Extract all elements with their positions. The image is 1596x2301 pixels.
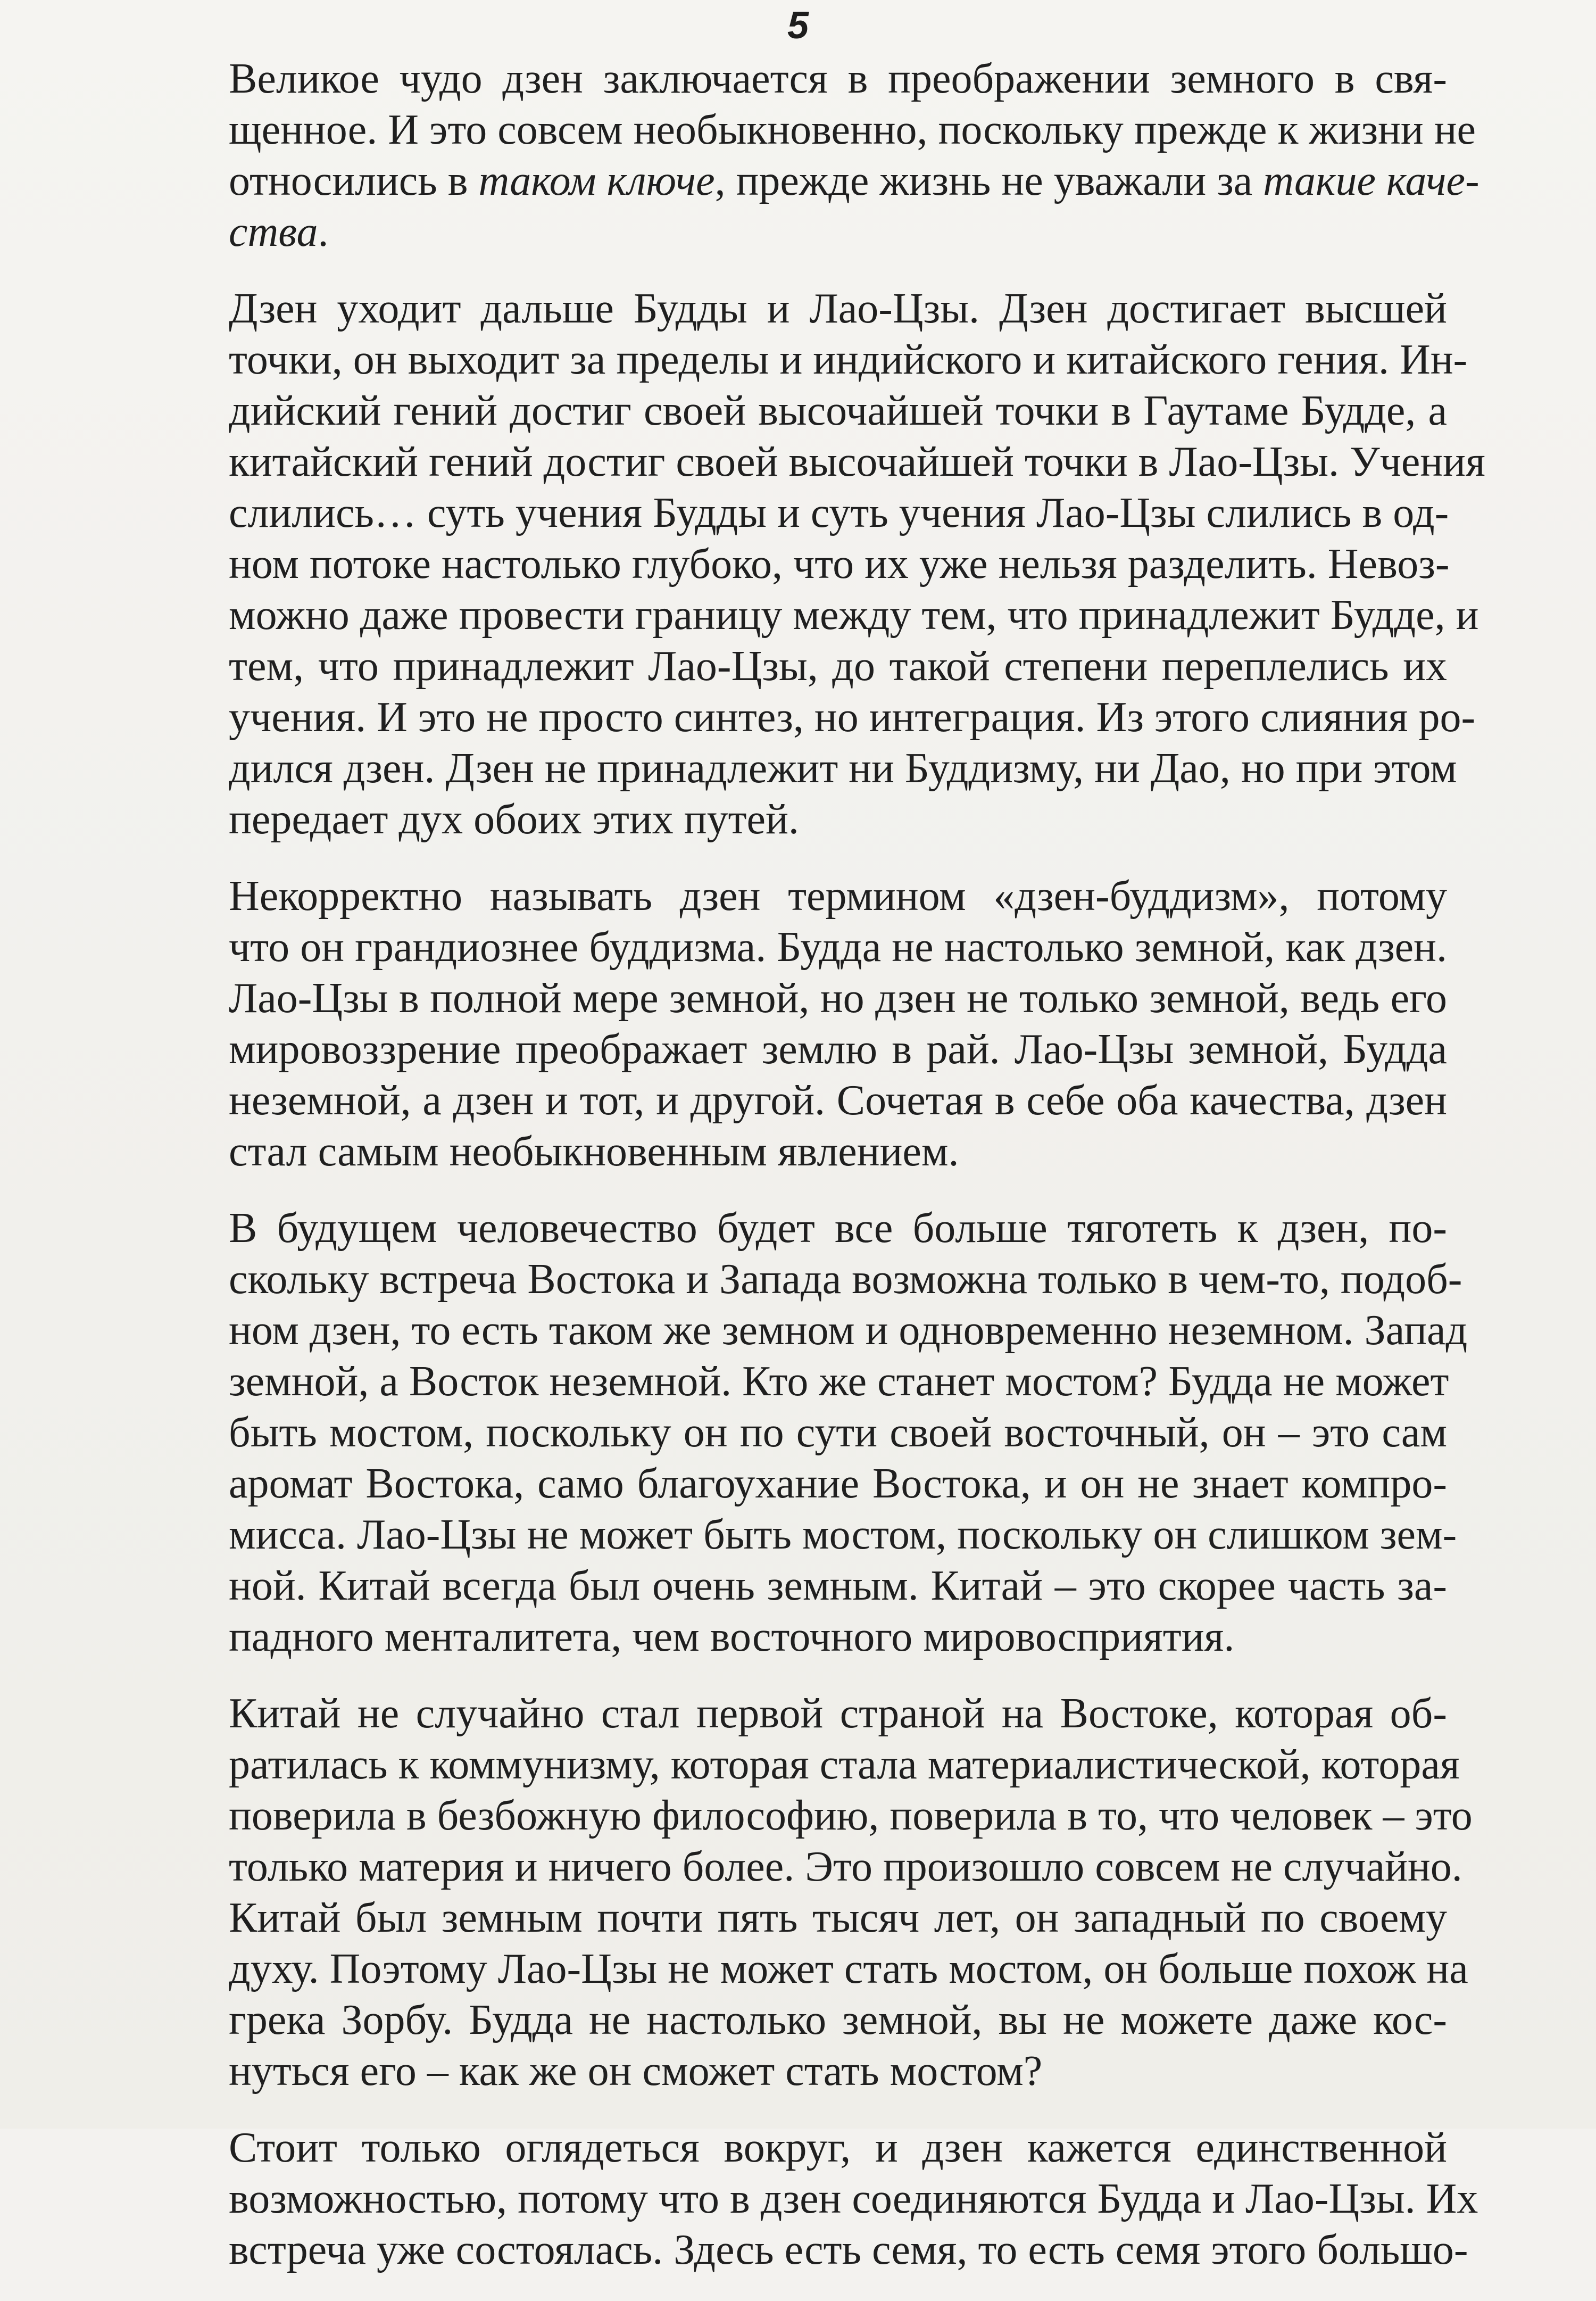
text-line: ратилась к коммунизму, которая стала материалистической, которая (229, 1741, 1460, 1788)
text-line: ной. Китай всегда был очень земным. Китай – это скорее часть за- (229, 1562, 1447, 1609)
text-line: аромат Востока, само благоухание Востока, и он не знает компро- (229, 1460, 1447, 1507)
text-line: Лао-Цзы в полной мере земной, но дзен не только земной, ведь его (229, 975, 1447, 1022)
text-line: мировоззрение преображает землю в рай. Лао-Цзы земной, Будда (229, 1026, 1447, 1073)
text-line: скольку встреча Востока и Запада возможна только в чем-то, подоб- (229, 1256, 1462, 1303)
text-line: тем, что принадлежит Лао-Цзы, до такой степени переплелись их (229, 643, 1447, 690)
text-line: Китай был земным почти пять тысяч лет, он западный по своему (229, 1894, 1447, 1941)
text-line: китайский гений достиг своей высочайшей точки в Лао-Цзы. Учения (229, 438, 1485, 485)
paragraph (181, 283, 1485, 845)
text-line: дился дзен. Дзен не принадлежит ни Буддизму, ни Дао, но при этом (229, 745, 1457, 792)
paragraph (181, 1203, 1468, 1662)
paragraph (181, 1688, 1473, 2097)
text-line: нуться его – как же он сможет стать мостом? (229, 2048, 1043, 2095)
text-line: быть мостом, поскольку он по сути своей восточный, он – это сам (229, 1409, 1447, 1456)
text-line: стал самым необыкновенным явлением. (229, 1128, 959, 1175)
paragraph (181, 2122, 1478, 2275)
body-text (181, 53, 1485, 2301)
text-line: мисса. Лао-Цзы не может быть мостом, поскольку он слишком зем- (229, 1511, 1457, 1558)
text-line: только материя и ничего более. Это произошло совсем не случайно. (229, 1843, 1462, 1890)
text-line: Великое чудо дзен заключается в преображении земного в свя- (229, 55, 1447, 102)
text-line: падного менталитета, чем восточного мировосприятия. (229, 1613, 1235, 1660)
paragraph (181, 871, 1447, 1177)
text-line: щенное. И это совсем необыкновенно, поскольку прежде к жизни не (229, 106, 1476, 153)
text-line: Некорректно называть дзен термином «дзен-буддизм», потому (229, 873, 1447, 920)
text-line: встреча уже состоялась. Здесь есть семя, то есть семя этого большо- (229, 2226, 1468, 2273)
text-line: ном потоке настолько глубоко, что их уже нельзя разделить. Невоз- (229, 541, 1450, 587)
text-line: что он грандиознее буддизма. Будда не настолько земной, как дзен. (229, 924, 1447, 971)
text-line: ства. (229, 209, 329, 255)
text-line: земной, а Восток неземной. Кто же станет мостом? Будда не может (229, 1358, 1449, 1405)
text-line: передает дух обоих этих путей. (229, 796, 799, 843)
text-line: возможностью, потому что в дзен соединяются Будда и Лао-Цзы. Их (229, 2175, 1478, 2222)
text-line: Стоит только оглядеться вокруг, и дзен кажется единственной (229, 2124, 1447, 2171)
text-line: духу. Поэтому Лао-Цзы не может стать мостом, он больше похож на (229, 1946, 1468, 1992)
text-line: В будущем человечество будет все больше тяготеть к дзен, по- (229, 1205, 1447, 1252)
text-line: относились в таком ключе, прежде жизнь не уважали за такие каче- (229, 158, 1479, 204)
text-line: точки, он выходит за пределы и индийского и китайского гения. Ин- (229, 336, 1468, 383)
text-line: можно даже провести границу между тем, что принадлежит Будде, и (229, 592, 1479, 639)
text-line: Китай не случайно стал первой страной на Востоке, которая об- (229, 1690, 1447, 1737)
paragraph (181, 53, 1479, 258)
page-number: 5 (787, 4, 809, 47)
text-line: неземной, а дзен и тот, и другой. Сочетая в себе оба качества, дзен (229, 1077, 1447, 1124)
text-line: грека Зорбу. Будда не настолько земной, вы не можете даже кос- (229, 1997, 1447, 2043)
text-line: учения. И это не просто синтез, но интеграция. Из этого слияния ро- (229, 694, 1476, 741)
text-line: ном дзен, то есть таком же земном и одновременно неземном. Запад (229, 1307, 1468, 1354)
text-line: поверила в безбожную философию, поверила в то, что человек – это (229, 1792, 1473, 1839)
text-line: дийский гений достиг своей высочайшей точки в Гаутаме Будде, а (229, 387, 1447, 434)
text-line: слились… суть учения Будды и суть учения Лао-Цзы слились в од- (229, 490, 1449, 536)
text-line: Дзен уходит дальше Будды и Лао-Цзы. Дзен достигает высшей (229, 285, 1447, 332)
